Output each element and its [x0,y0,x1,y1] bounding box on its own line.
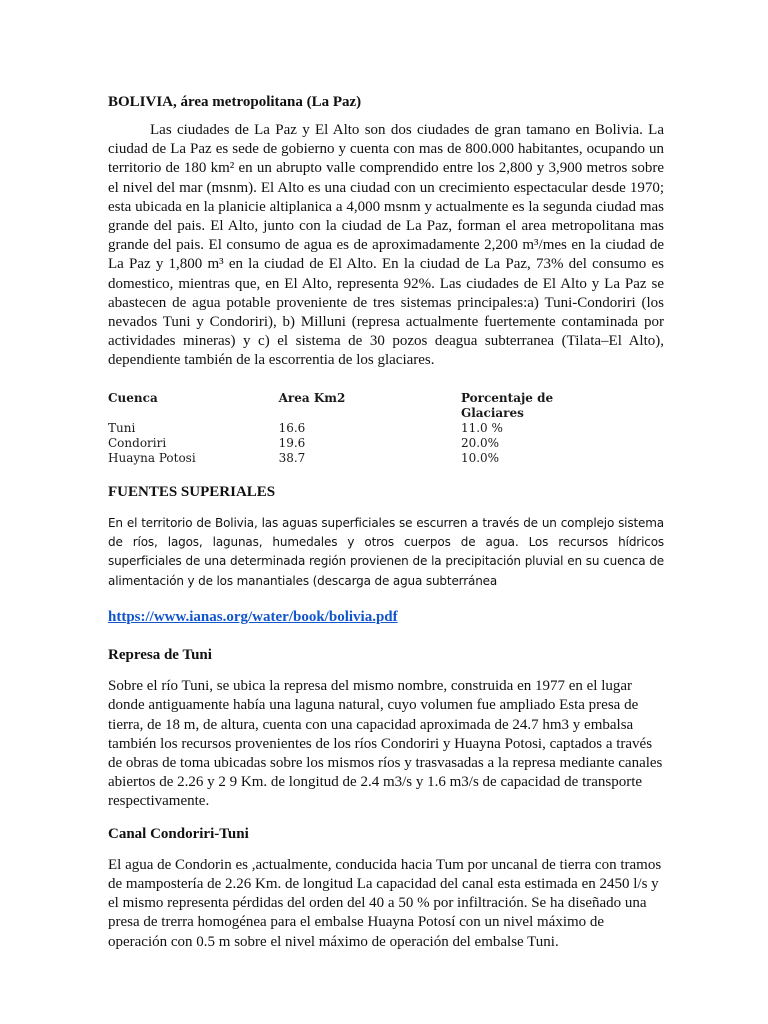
section-title-bolivia: BOLIVIA, área metropolitana (La Paz) [108,94,362,110]
table-row [108,436,608,451]
table-cell: 38.7 [278,450,306,465]
table-cell: 10.0% [460,450,500,465]
table-header-row [108,391,608,421]
bolivia-paragraph: Las ciudades de La Paz y El Alto son dos ciudades de gran tamano en Bolivia. La ciudad de La Paz es sede de gobierno y cuenta con mas de 800.000 habitantes, ocupando un territorio de 180 km² en un abrupto valle comprendido entre los 2,800 y 3,900 metros sobre el nivel del mar (msnm). El Alto es una ciudad con un crecimiento espectacular desde 1970; esta ubicada en la planicie altiplanica a 4,000 msnm y actualmente es la segunda ciudad mas grande del pais. El Alto, junto con la ciudad de La Paz, forman el area metropolitana mas grande del pais. El consumo de agua es de aproximadamente 2,200 m³/mes en la ciudad de La Paz y 1,800 m³ en la ciudad de El Alto. En la ciudad de La Paz, 73% del consumo es domestico, mientras que, en El Alto, representa 92%. Las ciudades de El Alto y La Paz se abastecen de agua potable proveniente de tres sistemas principales:a) Tuni-Condoriri (los nevados Tuni y Condoriri), b) Milluni (represa actualmente fuertemente contaminada por actividades mineras) y c) el sistema de 30 pozos deagua subterranea (Tilata–El Alto), dependiente también de la escorrentia de los glaciares. [108,122,664,369]
fuentes-paragraph: En el territorio de Bolivia, las aguas superficiales se escurren a través de un complejo sistema de ríos, lagos, lagunas, humedales y otros cuerpos de agua. Los recursos hídricos superficiales de una determinada región provienen de la precipitación pluvial en su cuenca de alimentación y de los manantiales (descarga de agua subterránea [108,515,664,588]
represa-tuni-paragraph: Sobre el río Tuni, se ubica la represa del mismo nombre, construida en 1977 en el lugar donde antiguamente había una laguna natural, cuyo volumen fue ampliado Esta presa de tierra, de 18 m, de altura, cuenta con una capacidad aproximada de 24.7 hm3 y embalsa también los recursos provenientes de los ríos Condoriri y Huayna Potosi, captados a través de obras de toma ubicadas sobre los mismos ríos y trasvasadas a la represa mediante canales abiertos de 2.26 y 2 9 Km. de longitud de 2.4 m3/s y 1.6 m3/s de capacidad de transporte respectivamente. [108,678,663,810]
document-page [108,92,664,952]
table-row [108,421,608,436]
section-title-represa-tuni: Represa de Tuni [108,647,212,664]
section-title-canal: Canal Condoriri-Tuni [108,825,249,842]
table-cell: 19.6 [278,435,306,450]
table-header-cuenca: Cuenca [108,390,158,405]
table-cell: 20.0% [460,435,500,450]
link-container [108,607,664,627]
table-cell: 16.6 [278,420,306,435]
table-cell: Huayna Potosi [108,450,196,465]
table-cell: Tuni [108,420,136,435]
table-header-area: Area Km2 [278,390,346,405]
canal-paragraph: El agua de Condorin es ,actualmente, conducida hacia Tum por uncanal de tierra con tramos de mampostería de 2.26 Km. de longitud La capacidad del canal esta estimada en 2450 l/s y el mismo representa pérdidas del orden del 40 a 50 % por infiltración. Se ha diseñado una presa de trerra homogénea para el embalse Huayna Potosí con un nivel máximo de operación con 0.5 m sobre el nivel máximo de operación del embalse Tuni. [108,856,662,950]
table-cell: Condoriri [108,435,167,450]
table-cell: 11.0 % [460,420,503,435]
section-title-fuentes: FUENTES SUPERIALES [108,483,276,500]
ianas-bolivia-link[interactable]: https://www.ianas.org/water/book/bolivia.pdf [108,609,398,626]
glacier-table [108,391,608,466]
table-row [108,451,608,466]
table-header-glaciares: Porcentaje de Glaciares [460,390,554,420]
